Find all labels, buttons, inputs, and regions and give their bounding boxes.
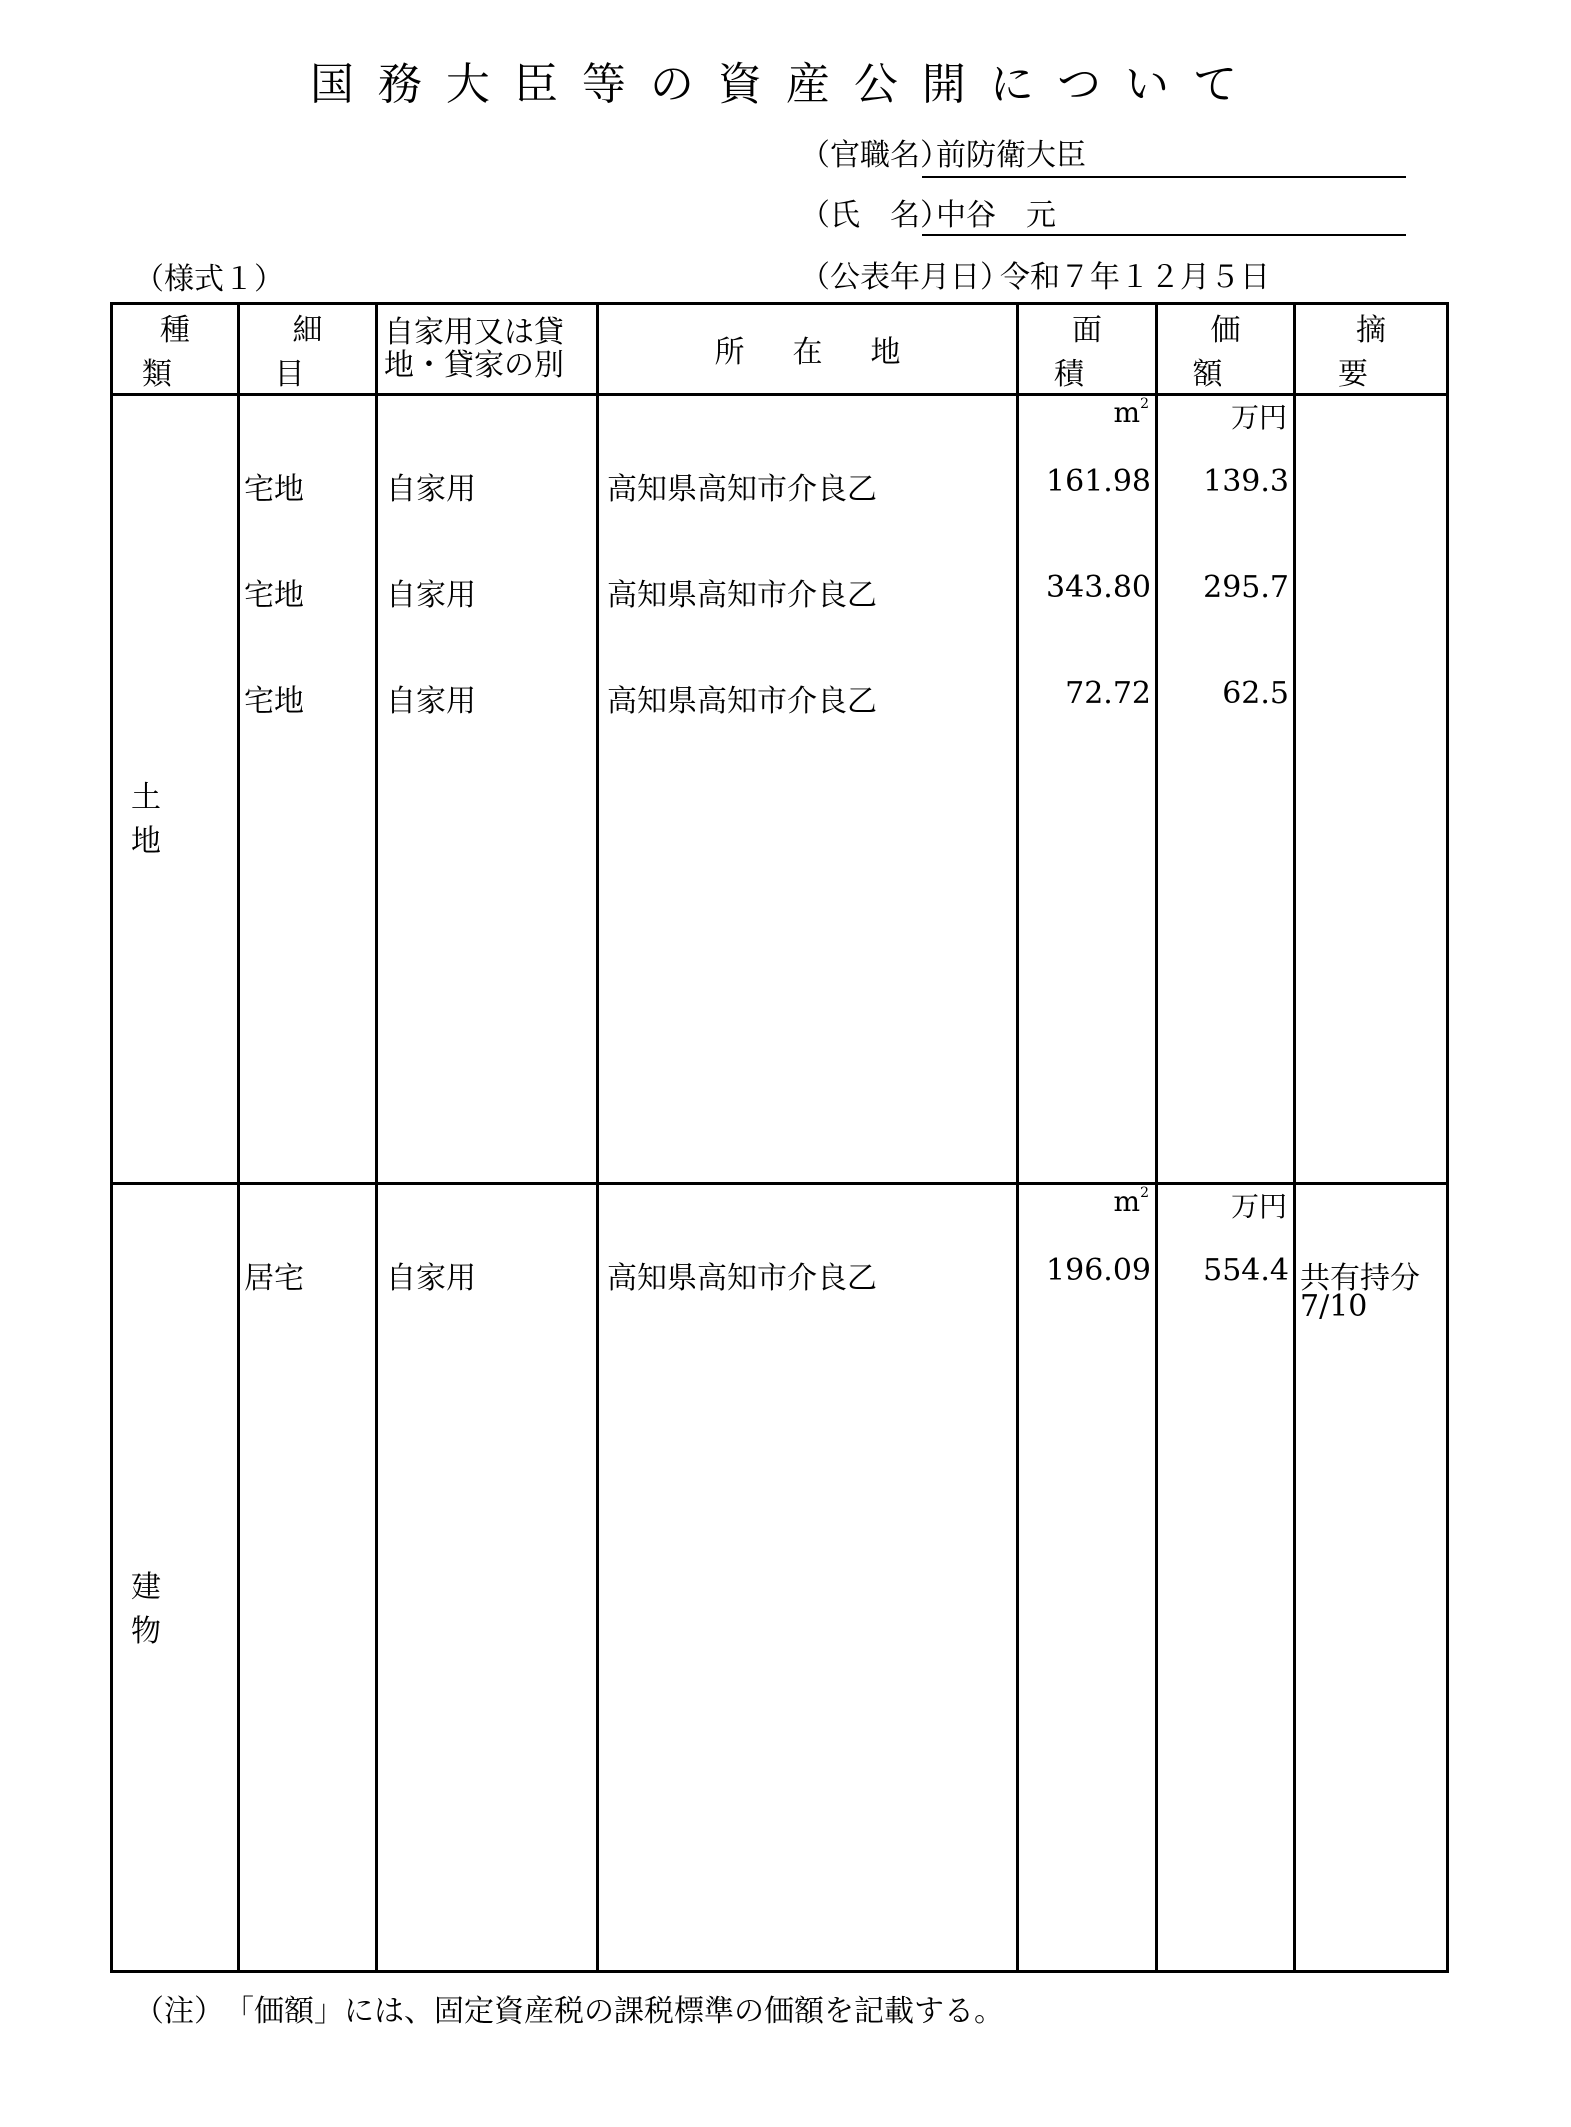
building-item-1-detail: 居宅 xyxy=(244,1261,304,1296)
land-item-3-detail: 宅地 xyxy=(244,684,304,719)
land-value-cell xyxy=(1157,395,1295,1184)
building-value-cell xyxy=(1157,1184,1295,1972)
name-underline xyxy=(922,234,1406,236)
land-usage-cell xyxy=(377,395,598,1184)
header-usage xyxy=(377,304,598,395)
building-detail-cell xyxy=(239,1184,377,1972)
building-item-1-value: 554.4 xyxy=(1203,1253,1289,1288)
header-category: 種類 xyxy=(112,304,239,395)
land-item-1-detail: 宅地 xyxy=(244,472,304,507)
form-number: （様式１） xyxy=(134,262,284,297)
position-underline xyxy=(922,176,1406,178)
header-remarks: 摘要 xyxy=(1295,304,1448,395)
building-location-cell xyxy=(598,1184,1018,1972)
page-title: 国務大臣等の資産公開について xyxy=(309,59,1262,110)
date-value: 令和７年１２月５日 xyxy=(1000,260,1270,295)
land-category-cell xyxy=(112,395,239,1184)
land-item-2-detail: 宅地 xyxy=(244,578,304,613)
land-category: 土地 xyxy=(131,780,205,859)
table-header-row xyxy=(112,304,1448,395)
position-value: 前防衛大臣 xyxy=(936,138,1086,173)
land-item-3-area: 72.72 xyxy=(1065,676,1151,711)
header-usage-line2: 地・貸家の別 xyxy=(384,348,564,383)
building-item-1-area: 196.09 xyxy=(1046,1253,1151,1288)
land-item-3-location: 高知県高知市介良乙 xyxy=(607,684,877,719)
header-area: 面積 xyxy=(1018,304,1157,395)
building-area-cell xyxy=(1018,1184,1157,1972)
land-detail-cell xyxy=(239,395,377,1184)
name-value: 中谷 元 xyxy=(936,198,1056,233)
asset-table xyxy=(110,302,1449,1973)
position-label: （官職名） xyxy=(800,138,950,173)
land-value-unit: 万円 xyxy=(1230,401,1287,434)
land-item-3-usage: 自家用 xyxy=(386,684,476,719)
building-item-1-remarks-line1: 共有持分 xyxy=(1300,1261,1420,1296)
building-item-1-usage: 自家用 xyxy=(386,1261,476,1296)
building-item-1-remarks-line2: 7/10 xyxy=(1300,1289,1368,1324)
building-category-cell xyxy=(112,1184,239,1972)
land-location-cell xyxy=(598,395,1018,1184)
land-item-1-usage: 自家用 xyxy=(386,472,476,507)
header-location: 所在地 xyxy=(598,304,1018,395)
land-item-1-location: 高知県高知市介良乙 xyxy=(607,472,877,507)
land-item-2-area: 343.80 xyxy=(1046,570,1151,605)
building-category: 建物 xyxy=(131,1570,205,1649)
land-item-1-value: 139.3 xyxy=(1203,464,1289,499)
building-value-unit: 万円 xyxy=(1230,1190,1287,1223)
land-area-unit: $m^2$ xyxy=(1113,396,1149,429)
land-item-3-value: 62.5 xyxy=(1222,676,1289,711)
date-label: （公表年月日） xyxy=(800,260,1010,295)
table-row-land xyxy=(112,395,1448,1184)
land-item-2-value: 295.7 xyxy=(1203,570,1289,605)
building-usage-cell xyxy=(377,1184,598,1972)
header-detail: 細目 xyxy=(239,304,377,395)
header-usage-line1: 自家用又は貸 xyxy=(384,315,564,350)
table-row-building xyxy=(112,1184,1448,1972)
building-area-unit: $m^2$ xyxy=(1113,1185,1149,1218)
name-label: （氏 名） xyxy=(800,198,950,233)
land-item-1-area: 161.98 xyxy=(1046,464,1151,499)
header-value: 価額 xyxy=(1157,304,1295,395)
footnote: （注） 「価額」には、固定資産税の課税標準の価額を記載する。 xyxy=(134,1994,1004,2029)
building-item-1-location: 高知県高知市介良乙 xyxy=(607,1261,877,1296)
land-item-2-location: 高知県高知市介良乙 xyxy=(607,578,877,613)
land-item-2-usage: 自家用 xyxy=(386,578,476,613)
land-area-cell xyxy=(1018,395,1157,1184)
land-remarks-cell xyxy=(1295,395,1448,1184)
building-remarks-cell xyxy=(1295,1184,1448,1972)
